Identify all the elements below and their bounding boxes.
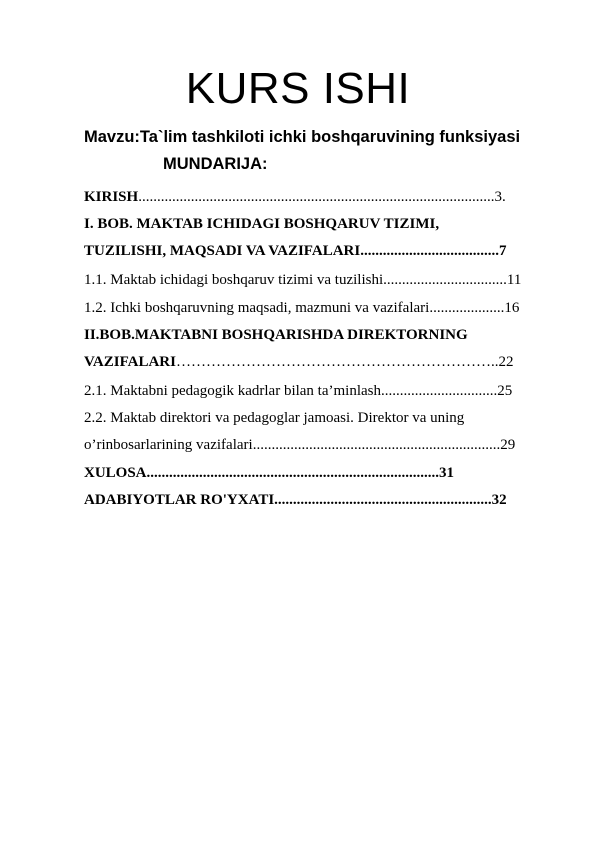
toc-entry-page: 16 (504, 300, 520, 316)
toc-entry-page: 7 (498, 243, 507, 259)
toc-entry-label: I. BOB. MAKTAB ICHIDAGI BOSHQARUV TIZIMI, (84, 216, 440, 232)
toc-entry-2-1 (84, 381, 512, 401)
toc-entry-page: 31 (439, 465, 455, 481)
toc-entry-label: 2.1. Maktabni pedagogik kadrlar bilan ta’minlash (84, 383, 382, 399)
toc-entry-label: 2.2. Maktab direktori va pedagoglar jamoasi. Direktor va uning (84, 410, 465, 426)
toc-entry-2-2-line-2 (84, 435, 515, 455)
toc-entry-leader: ................................. (383, 272, 507, 288)
toc-entry-leader: .................... (429, 300, 505, 316)
toc-entry-page: 29 (500, 437, 516, 453)
toc-entry-leader: ..................................... (360, 243, 499, 259)
toc-entry-page: 32 (491, 492, 507, 508)
toc-entry-chapter-1-line-2 (84, 241, 506, 261)
toc-entry-chapter-1-line-1 (84, 214, 439, 234)
toc-entry-label: o’rinbosarlarining vazifalari (84, 437, 253, 453)
toc-entry-xulosa (84, 463, 454, 483)
toc-entry-label: XULOSA (84, 465, 147, 481)
toc-entry-chapter-2-line-1 (84, 325, 468, 345)
toc-entry-leader: .................................................................. (252, 437, 501, 453)
toc-entry-page: 25 (497, 383, 513, 399)
toc-heading: MUNDARIJA: (163, 155, 268, 173)
toc-entry-leader: ............................................................................................... (138, 189, 495, 205)
toc-entry-leader: ............................... (381, 383, 498, 399)
document-title: KURS ISHI (185, 64, 411, 113)
toc-entry-kirish (84, 187, 506, 207)
toc-entry-adabiyotlar (84, 490, 507, 510)
topic-line: Mavzu:Ta`lim tashkiloti ichki boshqaruvining funksiyasi (84, 128, 521, 146)
toc-entry-page: 11 (506, 272, 522, 288)
toc-entry-page: 3. (494, 189, 506, 205)
toc-entry-1-1 (84, 270, 521, 290)
toc-entry-1-2 (84, 298, 519, 318)
toc-entry-label: 1.2. Ichki boshqaruvning maqsadi, mazmuni va vazifalari (84, 300, 430, 316)
toc-entry-page: 22 (498, 354, 514, 370)
toc-entry-label: KIRISH (84, 189, 139, 205)
toc-entry-chapter-2-line-2 (84, 352, 513, 372)
toc-entry-label: TUZILISHI, MAQSADI VA VAZIFALARI (84, 243, 361, 259)
toc-entry-label: VAZIFALARI (84, 354, 176, 370)
toc-entry-leader: .............................................................................. (146, 465, 440, 481)
toc-entry-label: 1.1. Maktab ichidagi boshqaruv tizimi va tuzilishi (84, 272, 384, 288)
toc-entry-label: II.BOB.MAKTABNI BOSHQARISHDA DIREKTORNING (84, 327, 468, 343)
toc-entry-2-2-line-1 (84, 408, 464, 428)
toc-entry-label: ADABIYOTLAR RO'YXATI (84, 492, 275, 508)
toc-entry-leader: ……………………………………………………….. (175, 354, 499, 370)
toc-entry-leader: .......................................................... (274, 492, 492, 508)
